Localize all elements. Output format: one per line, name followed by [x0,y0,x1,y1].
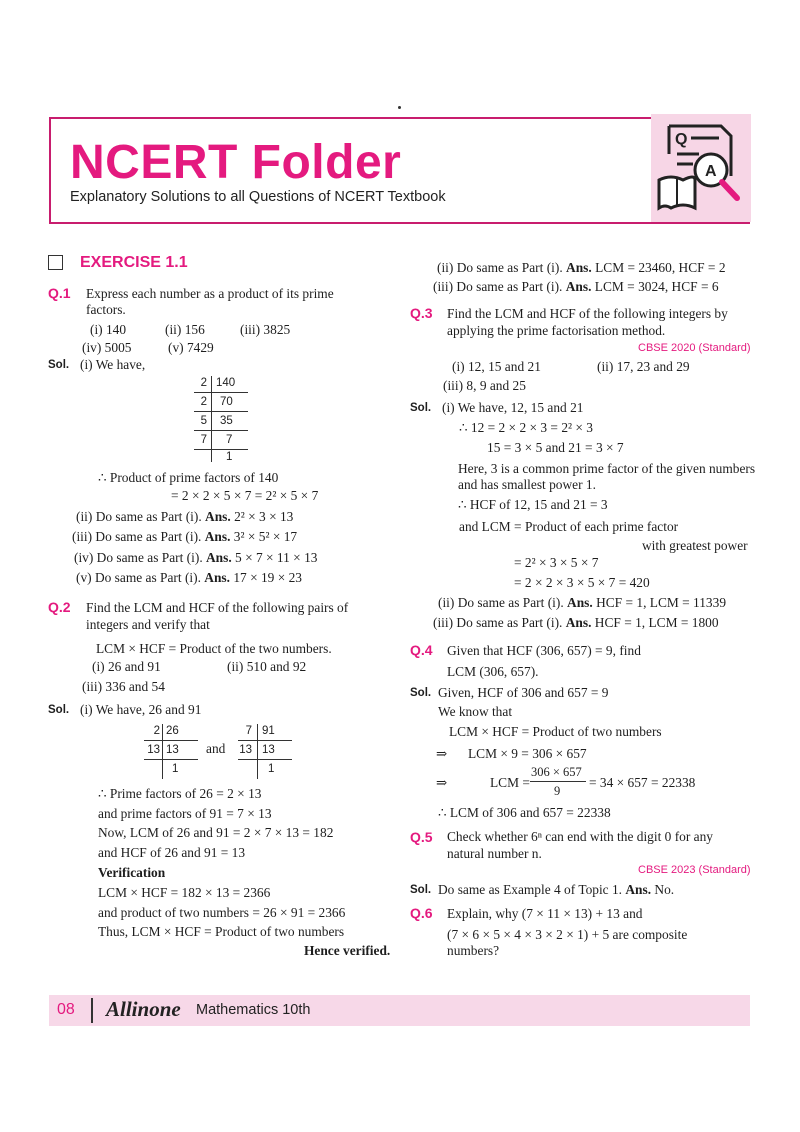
solution-text: and has smallest power 1. [458,477,596,492]
solution-text: (i) We have, [80,357,146,372]
solution-label: Sol. [410,687,432,699]
division-line [144,759,198,760]
solution-text: LCM × HCF = 182 × 13 = 2366 [98,885,271,900]
verified-text: Hence verified. [304,943,391,958]
solution-text: = 2 × 2 × 3 × 5 × 7 = 420 [514,575,650,590]
solution-text: and product of two numbers = 26 × 91 = 2366 [98,905,346,920]
part-answer: (ii) Do same as Part (i). Ans. HCF = 1, LCM = 11339 [438,595,727,610]
and-text: and [206,741,226,756]
question-text: Check whether 6ⁿ can end with the digit 0 for any [447,829,714,844]
solution-text: and LCM = Product of each prime factor [459,519,679,534]
cbse-tag: CBSE 2023 (Standard) [638,864,751,876]
brand-logo: Allinone [106,997,181,1021]
question-number: Q.5 [410,829,433,845]
solution-text: Thus, LCM × HCF = Product of two numbers [98,924,345,939]
question-text: integers and verify that [86,617,210,632]
question-text: numbers? [447,943,500,958]
division-dividend: 13 [262,744,275,756]
division-dividend: 26 [166,725,179,737]
question-number: Q.3 [410,305,433,321]
part-answer: (iii) Do same as Part (i). Ans. HCF = 1, LCM = 1800 [433,615,719,630]
solution-text: LCM = [490,775,530,790]
solution-label: Sol. [410,884,432,896]
implies-arrow: ⇒ [436,746,448,761]
verification-heading: Verification [98,865,166,880]
option: (ii) 156 [165,322,205,337]
division-line [194,392,248,393]
part-answer: (iii) Do same as Part (i). Ans. LCM = 3024, HCF = 6 [433,279,719,294]
division-line [144,740,198,741]
division-divisor: 2 [153,725,160,737]
solution-text: Now, LCM of 26 and 91 = 2 × 7 × 13 = 182 [98,825,334,840]
division-dividend: 91 [262,725,275,737]
implies-arrow: ⇒ [436,775,448,790]
solution-text: Do same as Example 4 of Topic 1. Ans. No. [438,882,675,897]
cbse-tag: CBSE 2020 (Standard) [638,342,751,354]
division-dividend: 70 [220,396,233,408]
division-divisor: 2 [200,396,207,408]
page-number: 08 [57,1001,75,1018]
division-divisor: 7 [200,434,207,446]
question-text: Explain, why (7 × 11 × 13) + 13 and [447,906,643,921]
solution-text: (i) We have, 26 and 91 [80,702,202,717]
fraction-numerator: 306 × 657 [531,765,582,779]
solution-text: We know that [438,704,513,719]
question-number: Q.4 [410,642,433,658]
option: (v) 7429 [168,340,214,355]
option: (i) 12, 15 and 21 [452,359,541,374]
option: (i) 140 [90,322,127,337]
question-text: natural number n. [447,846,542,861]
solution-text: (i) We have, 12, 15 and 21 [442,400,584,415]
division-divisor: 7 [245,725,252,737]
part-answer: (ii) Do same as Part (i). Ans. LCM = 23460, HCF = 2 [437,260,726,275]
division-divisor: 13 [147,744,160,756]
solution-text: LCM × 9 = 306 × 657 [468,746,587,761]
question-text: (7 × 6 × 5 × 4 × 3 × 2 × 1) + 5 are composite [447,927,688,942]
solution-text: with greatest power [642,538,748,553]
division-dividend: 1 [268,763,275,775]
question-answer-search-icon [651,114,751,222]
question-number: Q.2 [48,599,71,615]
header-banner [49,117,750,224]
question-number: Q.1 [48,285,71,301]
solution-text: = 34 × 657 = 22338 [589,775,696,790]
solution-label: Sol. [48,359,70,371]
solution-text: 15 = 3 × 5 and 21 = 3 × 7 [487,440,624,455]
svg-text:A: A [705,163,717,180]
page-dot [398,106,401,109]
part-answer: (iv) Do same as Part (i). Ans. 5 × 7 × 11 × 13 [74,550,318,565]
question-text: factors. [86,302,126,317]
division-vline [162,724,163,779]
division-dividend: 35 [220,415,233,427]
page-title: NCERT Folder [70,136,402,189]
division-line [194,411,248,412]
page-subtitle: Explanatory Solutions to all Questions of NCERT Textbook [70,189,446,205]
page-footer [49,995,750,1026]
option: (iii) 8, 9 and 25 [443,378,526,393]
question-text: LCM (306, 657). [447,664,539,679]
svg-text:Q: Q [675,131,688,148]
solution-text: ∴ Prime factors of 26 = 2 × 13 [98,786,262,801]
solution-text: ∴ 12 = 2 × 2 × 3 = 2² × 3 [459,420,593,435]
division-line [194,430,248,431]
division-vline [257,724,258,779]
option: (iii) 336 and 54 [82,679,165,694]
option: (iv) 5005 [82,340,132,355]
division-dividend: 1 [226,451,233,463]
division-divisor: 13 [239,744,252,756]
division-divisor: 5 [200,415,207,427]
option: (ii) 17, 23 and 29 [597,359,690,374]
division-dividend: 7 [226,434,233,446]
question-text: applying the prime factorisation method. [447,323,666,338]
division-line [238,759,292,760]
division-divisor: 2 [200,377,207,389]
solution-text: = 2² × 3 × 5 × 7 [514,555,599,570]
division-dividend: 140 [216,377,236,389]
part-answer: (ii) Do same as Part (i). Ans. 2² × 3 × 13 [76,509,294,524]
question-number: Q.6 [410,905,433,921]
footer-subject: Mathematics 10th [196,1002,311,1018]
option: (iii) 3825 [240,322,291,337]
question-text: Given that HCF (306, 657) = 9, find [447,643,641,658]
exercise-checkbox [48,255,63,270]
question-text: Find the LCM and HCF of the following integers by [447,306,728,321]
footer-divider [91,998,93,1023]
fraction-bar [530,781,586,782]
division-line [194,449,248,450]
solution-text: = 2 × 2 × 5 × 7 = 2² × 5 × 7 [171,488,319,503]
part-answer: (iii) Do same as Part (i). Ans. 3² × 5² × 17 [72,529,298,544]
fraction-denominator: 9 [554,784,561,798]
solution-label: Sol. [410,402,432,414]
option: (i) 26 and 91 [92,659,161,674]
part-answer: (v) Do same as Part (i). Ans. 17 × 19 × 23 [76,570,302,585]
solution-label: Sol. [48,704,70,716]
question-text: LCM × HCF = Product of the two numbers. [96,641,332,656]
solution-text: ∴ HCF of 12, 15 and 21 = 3 [458,497,608,512]
solution-text: and HCF of 26 and 91 = 13 [98,845,246,860]
division-dividend: 13 [166,744,179,756]
solution-text: and prime factors of 91 = 7 × 13 [98,806,272,821]
question-text: Express each number as a product of its prime [86,286,334,301]
division-dividend: 1 [172,763,179,775]
solution-text: Given, HCF of 306 and 657 = 9 [438,685,609,700]
solution-text: Here, 3 is a common prime factor of the given numbers [458,461,756,476]
solution-text: LCM × HCF = Product of two numbers [449,724,662,739]
question-text: Find the LCM and HCF of the following pairs of [86,600,349,615]
option: (ii) 510 and 92 [227,659,307,674]
solution-text: ∴ Product of prime factors of 140 [98,470,279,485]
solution-text: ∴ LCM of 306 and 657 = 22338 [438,805,611,820]
exercise-title: EXERCISE 1.1 [80,254,188,271]
division-line [238,740,292,741]
